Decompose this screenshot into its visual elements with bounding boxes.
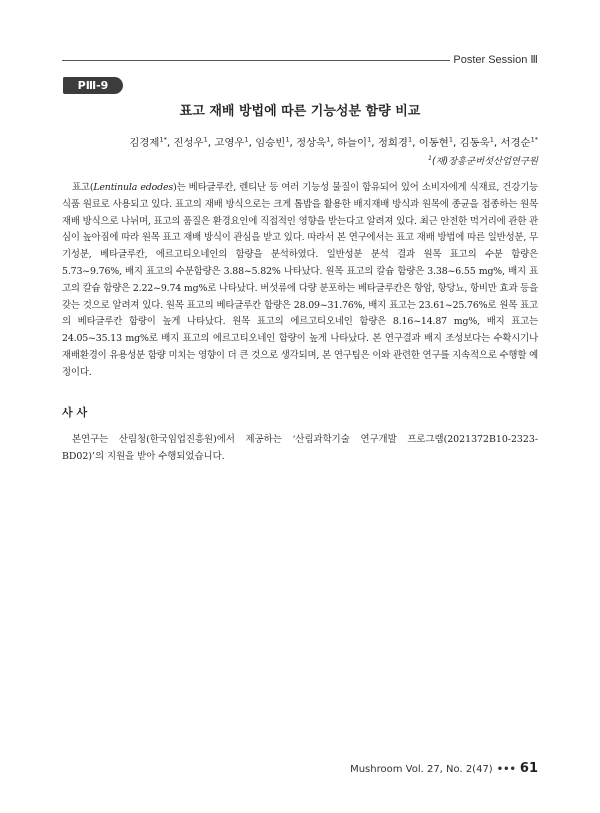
author: 고영우$^1$	[214, 135, 249, 149]
author: 임승빈$^1$	[255, 135, 290, 149]
journal-citation: Mushroom Vol. 27, No. 2(47)	[350, 764, 493, 775]
page-number: 61	[519, 761, 538, 776]
author: 정상욱$^1$	[296, 135, 331, 149]
author: 진성우$^1$	[173, 135, 208, 149]
author: 이동현$^1$	[418, 135, 453, 149]
author: 김경제$^{1*}$	[129, 135, 167, 149]
affiliation: $^1$(재)장흥군버섯산업연구원	[428, 154, 538, 167]
species-name: Lentinula edodes	[93, 182, 174, 193]
separator-dots: •••	[496, 764, 516, 775]
page-footer	[350, 761, 538, 776]
poster-id-badge: PⅢ-9	[63, 77, 123, 94]
author: 정희경$^1$	[377, 135, 413, 149]
acknowledgement-heading: 사 사	[62, 406, 88, 419]
author: 서경순$^{1*}$	[500, 135, 538, 149]
author-list: 김경제$^{1*}$, 진성우$^1$, 고영우$^1$, 임승빈$^1$, 정상욱$^1$, 하늘이$^1$, 정희경$^1$, 이동현$^1$, 김동욱$^1$, 서경순$^{1*}$	[129, 135, 538, 149]
header-rule	[62, 60, 450, 61]
paper-title: 표고 재배 방법에 따른 기능성분 함량 비교	[179, 104, 421, 119]
running-head: Poster Session Ⅲ	[453, 54, 538, 66]
author: 하늘이$^1$	[336, 135, 372, 149]
author: 김동욱$^1$	[459, 135, 494, 149]
acknowledgement-text: 본연구는 산림청(한국임업진흥원)에서 제공하는 ‘산림과학기술 연구개발 프로그램(2021372B10-2323-BD02)’의 지원을 받아 수행되었습니다.	[62, 434, 538, 462]
abstract-text: 표고(Lentinula edodes)는 베타글루칸, 렌티난 등 여러 기능성 물질이 함유되어 있어 소비자에게 식재료, 건강기능식품 원료로 사용되고 있다. 표고의 재배 방식으로는 크게 톱밥을 활용한 배지재배 방식과 원목에 종균을 접종하는 원목재배 방식으로 나뉘며, 표고의 품질은 환경요인에 직접적인 영향을 받는다고 알려져 있다. 최근 안전한 먹거리에 관한 관심이 높아짐에 따라 원목 표고 재배 방식이 관심을 받고 있다. 따라서 본 연구에서는 표고 재배 방법에 따른 일반성분, 무기성분, 베타글루칸, 에르고티오네인의 함량을 분석하였다. 일반성분 분석 결과 원목 표고의 수분 함량은 5.73~9.76%, 배지 표고의 수분함량은 3.88~5.82% 나타났다. 원목 표고의 칼슘 함량은 3.38~6.55 mg%, 배지 표고의 칼슘 함량은 2.22~9.74 mg%로 나타났다. 버섯류에 다량 분포하는 베타글루칸은 항암, 항당뇨, 항비만 효과 등을 갖는 것으로 알려져 있다. 원목 표고의 베타글루칸 함량은 28.09~31.76%, 배지 표고는 23.61~25.76%로 원목 표고의 베타글루칸 함량이 높게 나타났다. 원목 표고의 에르고티오네인 함량은 8.16~14.87 mg%, 배지 표고는 24.05~35.13 mg%로 배지 표고의 에르고티오네인 함량이 높게 나타났다. 본 연구결과 배지 조성보다는 수확시기나 재배환경이 유용성분 함량 미치는 영향이 더 큰 것으로 생각되며, 본 연구팀은 이와 관련한 연구를 지속적으로 수행할 예정이다.	[62, 182, 539, 378]
